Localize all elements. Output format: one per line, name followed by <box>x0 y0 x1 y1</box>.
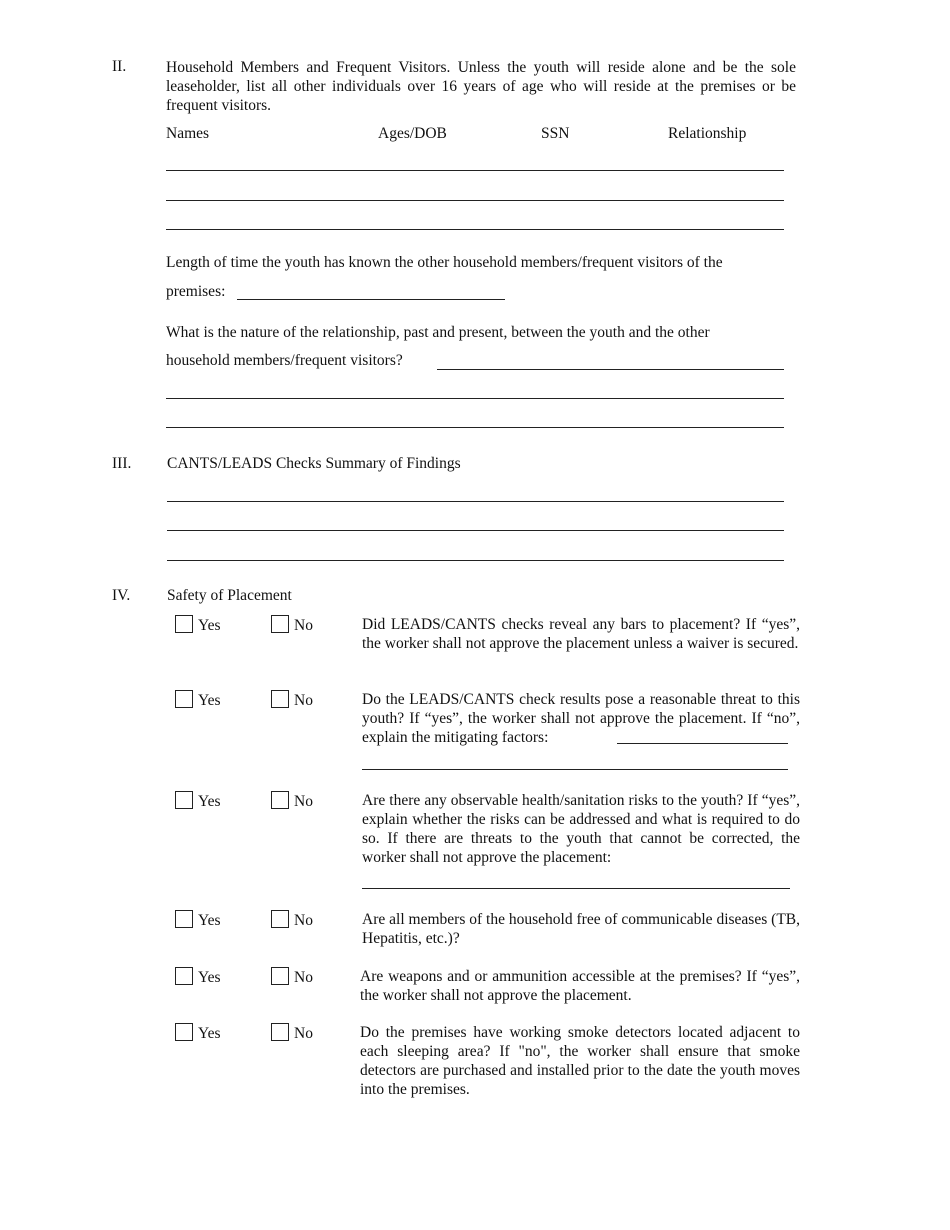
yes-checkbox[interactable] <box>175 1023 193 1041</box>
health-risks-explanation-line[interactable] <box>362 888 790 889</box>
no-label: No <box>294 793 313 810</box>
column-header-ssn: SSN <box>541 125 570 142</box>
yes-option <box>175 690 221 710</box>
yes-option <box>175 615 221 635</box>
safety-question: Did LEADS/CANTS checks reveal any bars to placement? If “yes”, the worker shall not approve the placement unless a waiver is secured. <box>362 616 800 652</box>
no-checkbox[interactable] <box>271 791 289 809</box>
yes-checkbox[interactable] <box>175 967 193 985</box>
no-option <box>271 967 313 987</box>
yes-option <box>175 910 221 930</box>
section-iii-numeral: III. <box>112 455 132 472</box>
yes-checkbox[interactable] <box>175 791 193 809</box>
length-question-line1: Length of time the youth has known the other household members/frequent visitors of the <box>166 254 723 271</box>
mitigating-factors-line[interactable] <box>362 769 788 770</box>
safety-question: Are there any observable health/sanitation risks to the youth? If “yes”, explain whether the risks can be addressed and what is required to do so. If there are threats to the youth that cannot be corrected, the worker shall not approve the placement: <box>362 792 800 866</box>
no-label: No <box>294 617 313 634</box>
nature-question-line2: household members/frequent visitors? <box>166 352 403 369</box>
yes-checkbox[interactable] <box>175 690 193 708</box>
safety-question: Are all members of the household free of communicable diseases (TB, Hepatitis, etc.)? <box>362 911 800 947</box>
no-label: No <box>294 1025 313 1042</box>
nature-answer-line[interactable] <box>166 427 784 428</box>
section-iv-numeral: IV. <box>112 587 131 604</box>
household-member-entry-line[interactable] <box>166 170 784 171</box>
yes-label: Yes <box>198 793 221 810</box>
no-option <box>271 690 313 710</box>
household-member-entry-line[interactable] <box>166 200 784 201</box>
section-ii-intro: Household Members and Frequent Visitors. Unless the youth will reside alone and be the sole leaseholder, list all other individuals over 16 years of age who will reside at the premises or be frequent visitors. <box>166 59 796 114</box>
yes-label: Yes <box>198 912 221 929</box>
household-member-entry-line[interactable] <box>166 229 784 230</box>
section-iii-title: CANTS/LEADS Checks Summary of Findings <box>167 455 461 472</box>
safety-question: Are weapons and or ammunition accessible at the premises? If “yes”, the worker shall not approve the placement. <box>360 968 800 1004</box>
nature-answer-line[interactable] <box>437 369 784 370</box>
no-label: No <box>294 969 313 986</box>
yes-checkbox[interactable] <box>175 615 193 633</box>
yes-label: Yes <box>198 617 221 634</box>
no-checkbox[interactable] <box>271 967 289 985</box>
yes-label: Yes <box>198 969 221 986</box>
findings-entry-line[interactable] <box>167 560 784 561</box>
findings-entry-line[interactable] <box>167 501 784 502</box>
no-label: No <box>294 912 313 929</box>
length-question-line2: premises: <box>166 283 226 300</box>
no-option <box>271 910 313 930</box>
column-header-names: Names <box>166 125 210 142</box>
no-checkbox[interactable] <box>271 1023 289 1041</box>
mitigating-factors-line[interactable] <box>617 743 788 744</box>
no-option <box>271 1023 313 1043</box>
nature-question-line1: What is the nature of the relationship, past and present, between the youth and the other <box>166 324 710 341</box>
yes-checkbox[interactable] <box>175 910 193 928</box>
yes-option <box>175 791 221 811</box>
column-header-ages-dob: Ages/DOB <box>378 125 447 142</box>
yes-option <box>175 967 221 987</box>
safety-question: Do the LEADS/CANTS check results pose a reasonable threat to this youth? If “yes”, the worker shall not approve the placement. If “no”, explain the mitigating factors: <box>362 691 800 746</box>
length-answer-line[interactable] <box>237 299 505 300</box>
no-checkbox[interactable] <box>271 615 289 633</box>
no-label: No <box>294 692 313 709</box>
yes-option <box>175 1023 221 1043</box>
nature-answer-line[interactable] <box>166 398 784 399</box>
section-iv-title: Safety of Placement <box>167 587 292 604</box>
findings-entry-line[interactable] <box>167 530 784 531</box>
no-checkbox[interactable] <box>271 910 289 928</box>
section-ii-numeral: II. <box>112 58 127 75</box>
no-option <box>271 791 313 811</box>
yes-label: Yes <box>198 692 221 709</box>
safety-question: Do the premises have working smoke detectors located adjacent to each sleeping area? If "no", the worker shall ensure that smoke detectors are purchased and installed prior to the date the youth moves into the premises. <box>360 1024 800 1098</box>
column-header-relationship: Relationship <box>668 125 747 142</box>
no-checkbox[interactable] <box>271 690 289 708</box>
yes-label: Yes <box>198 1025 221 1042</box>
no-option <box>271 615 313 635</box>
